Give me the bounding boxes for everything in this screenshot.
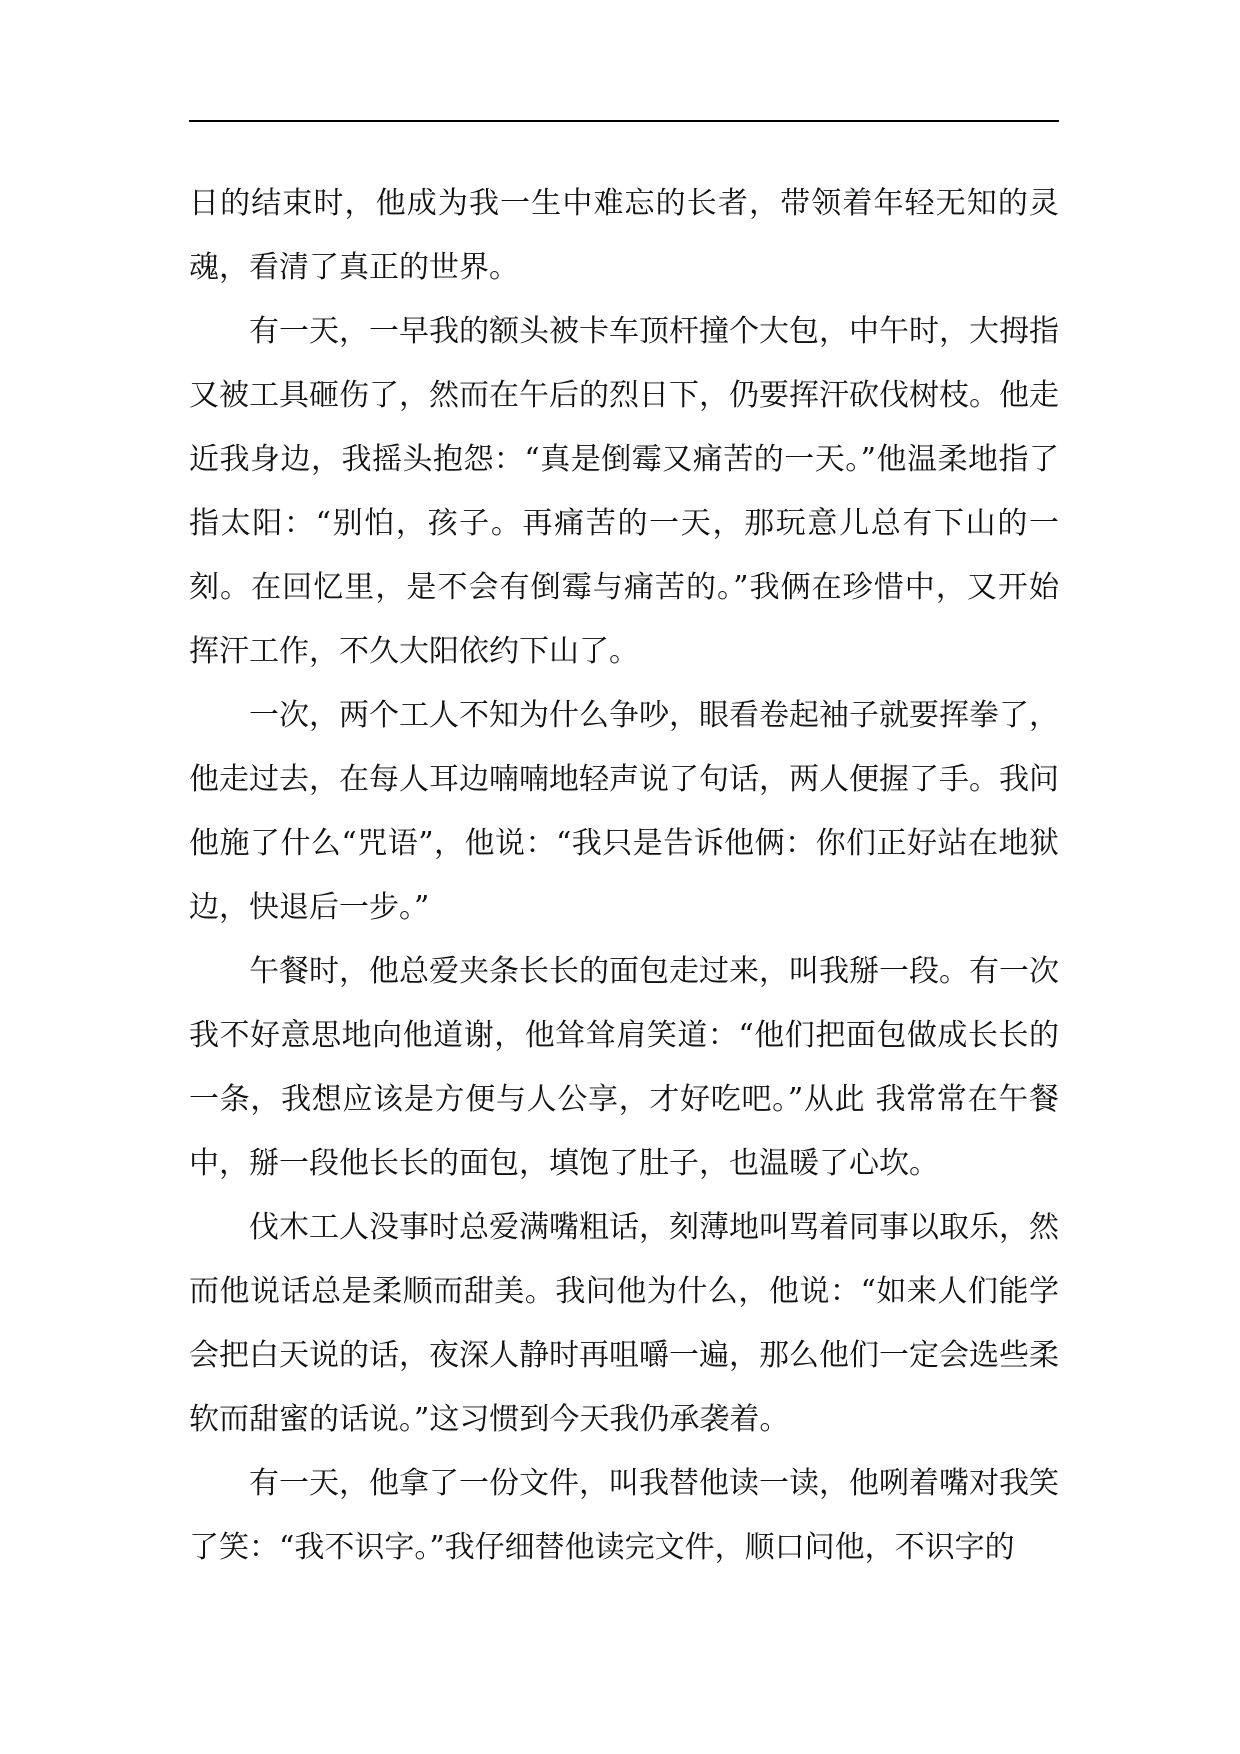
paragraph-3: 一次，两个工人不知为什么争吵，眼看卷起袖子就要挥拳了，他走过去，在每人耳边喃喃地轻声说了句话，两人便握了手。我问他施了什么“咒语”，他说：“我只是告诉他俩：你们正好站在地狱边，快退后一步。” [189,698,1059,925]
body-text [189,172,1059,1580]
paragraph-1: 日的结束时，他成为我一生中难忘的长者，带领着年轻无知的灵魂，看清了真正的世界。 [189,186,1059,285]
header-rule [189,120,1059,122]
paragraph-4: 午餐时，他总爱夹条长长的面包走过来，叫我掰一段。有一次我不好意思地向他道谢，他耸耸肩笑道：“他们把面包做成长长的一条，我想应该是方便与人公享，才好吃吧。”从此 我常常在午餐中，掰一段他长长的面包，填饱了肚子，也温暖了心坎。 [189,954,1059,1181]
paragraph-2: 有一天，一早我的额头被卡车顶杆撞个大包，中午时，大拇指又被工具砸伤了，然而在午后的烈日下，仍要挥汗砍伐树枝。他走近我身边，我摇头抱怨：“真是倒霉又痛苦的一天。”他温柔地指了指太阳：“别怕，孩子。再痛苦的一天，那玩意儿总有下山的一刻。在回忆里，是不会有倒霉与痛苦的。”我俩在珍惜中，又开始挥汗工作，不久大阳依约下山了。 [189,314,1059,669]
paragraph-6: 有一天，他拿了一份文件，叫我替他读一读，他咧着嘴对我笑了笑：“我不识字。”我仔细替他读完文件，顺口问他，不识字的 [189,1466,1059,1565]
paragraph-5: 伐木工人没事时总爱满嘴粗话，刻薄地叫骂着同事以取乐，然而他说话总是柔顺而甜美。我问他为什么，他说：“如来人们能学会把白天说的话，夜深人静时再咀嚼一遍，那么他们一定会选些柔软而甜蜜的话说。”这习惯到今天我仍承袭着。 [189,1210,1059,1437]
